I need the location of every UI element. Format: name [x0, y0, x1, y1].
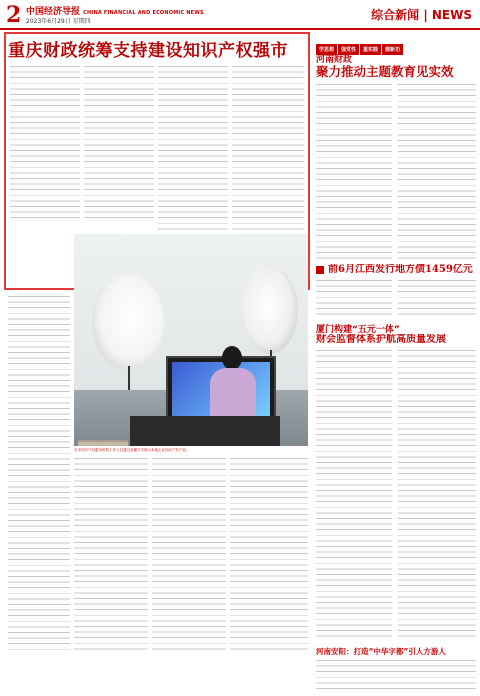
article1-col-2	[398, 84, 476, 260]
photo-caption: 本市知识产权服务机构工作人员通过直播方式展示本地企业知识产权产品。	[74, 448, 190, 452]
lower-text-col-1	[74, 458, 148, 650]
article2-headline[interactable]: 前6月江西发行地方债1459亿元	[328, 264, 473, 275]
article1-headline[interactable]: 聚力推动主题教育见实效	[316, 64, 454, 79]
tag-4: 建新功	[382, 44, 403, 55]
article1-kicker: 河南财政	[316, 55, 353, 65]
masthead-title: 中国经济导报	[26, 7, 81, 17]
article1-col-1	[316, 84, 392, 260]
article2-col-1	[316, 280, 392, 316]
tag-3: 重实践	[360, 44, 381, 55]
lower-text-col-2	[152, 458, 226, 650]
article3-kicker: 厦门构建“五元一体”	[316, 325, 400, 335]
issue-date: 2023年6月29日 星期四	[26, 18, 91, 25]
article4-text	[316, 660, 476, 690]
article2-col-2	[398, 280, 476, 316]
header-rule	[0, 28, 480, 30]
lead-photo	[74, 234, 308, 446]
lead-text-col-2	[84, 66, 154, 218]
page-number: 2	[6, 2, 22, 28]
product-display	[78, 440, 128, 446]
article2-marker	[316, 266, 324, 274]
lower-text-col-3	[230, 458, 308, 650]
studio-desk	[130, 416, 280, 446]
studio-light-left	[92, 274, 164, 370]
page-header	[0, 0, 480, 28]
article4-headline[interactable]: 河南安阳：打造“中华字都”引人方游人	[316, 647, 446, 656]
article3-col-1	[316, 350, 392, 640]
tag-1: 学思想	[316, 44, 337, 55]
tag-2: 强党性	[338, 44, 359, 55]
studio-light-right	[242, 266, 298, 354]
masthead-english: CHINA FINANCIAL AND ECONOMIC NEWS	[83, 10, 204, 16]
lead-headline[interactable]: 重庆财政统筹支持建设知识产权强市	[8, 41, 288, 60]
section-title: 综合新闻 | NEWS	[371, 8, 472, 22]
article3-headline[interactable]: 财会监督体系护航高质量发展	[316, 334, 446, 345]
article3-col-2	[398, 350, 476, 640]
continued-text-col-1	[8, 296, 70, 650]
lead-text-col-1	[10, 66, 80, 218]
theme-tag-bar	[316, 36, 404, 53]
